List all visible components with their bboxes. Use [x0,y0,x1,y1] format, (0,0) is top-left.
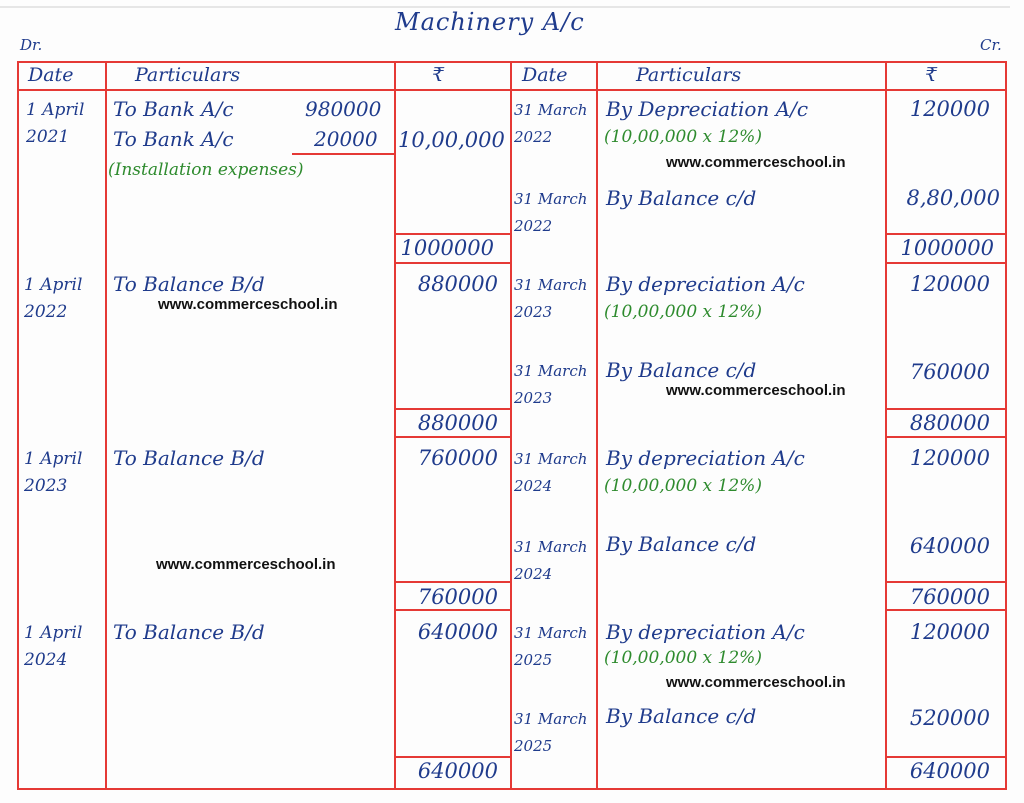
debit-total-rule-top-2021 [394,233,512,235]
col-line-particulars-debit [394,61,396,790]
credit-dep-amount-2023: 120000 [909,272,990,296]
credit-total-2024: 760000 [909,585,990,609]
credit-total-2025: 640000 [909,759,990,783]
debit-label: Dr. [20,36,43,54]
credit-balance-2023: By Balance c/d [606,358,757,382]
credit-bal-amount-2024: 640000 [909,534,990,558]
credit-total-2022: 1000000 [900,236,994,260]
credit-dep-note-2022: (10,00,000 x 12%) [604,127,762,147]
col-line-particulars-credit [885,61,887,790]
credit-balance-2022: By Balance c/d [606,186,757,210]
header-particulars-debit: Particulars [135,64,241,86]
credit-bal-date-2022: 31 March 2022 [514,190,588,235]
watermark-2: www.commerceschool.in [158,296,338,313]
watermark-1: www.commerceschool.in [666,154,846,171]
credit-balance-2025: By Balance c/d [606,704,757,728]
header-amount-debit: ₹ [432,64,445,86]
debit-entry-bank-1-amount: 980000 [305,97,382,121]
debit-entry-balance-2022: To Balance B/d [113,272,265,296]
credit-bal-amount-2022: 8,80,000 [906,186,1000,210]
watermark-4: www.commerceschool.in [156,556,336,573]
credit-total-rule-top-2024 [885,581,1007,583]
header-particulars-credit: Particulars [636,64,742,86]
credit-bal-date-2024: 31 March 2024 [514,538,588,583]
credit-total-rule-bottom-2024 [885,609,1007,611]
watermark-3: www.commerceschool.in [666,382,846,399]
credit-total-rule-bottom-2023 [885,436,1007,438]
debit-total-2023: 760000 [417,585,498,609]
debit-date-2021: 1 April 2021 [26,100,85,147]
credit-depreciation-2023: By depreciation A/c [606,272,805,296]
credit-dep-note-2023: (10,00,000 x 12%) [604,302,762,322]
debit-entry-bank-2: To Bank A/c [113,127,234,151]
debit-date-2022: 1 April 2022 [24,275,83,322]
header-amount-credit: ₹ [925,64,938,86]
debit-date-2024: 1 April 2024 [24,623,83,670]
debit-entry-bank-1: To Bank A/c [113,97,234,121]
credit-dep-amount-2024: 120000 [909,446,990,470]
credit-dep-amount-2022: 120000 [909,97,990,121]
credit-balance-2024: By Balance c/d [606,532,757,556]
col-line-date-credit [596,61,598,790]
credit-dep-date-2022: 31 March 2022 [514,101,588,146]
credit-bal-date-2025: 31 March 2025 [514,710,588,755]
debit-total-2021: 1000000 [400,236,494,260]
credit-bal-date-2023: 31 March 2023 [514,362,588,407]
debit-entry-balance-2024: To Balance B/d [113,620,265,644]
credit-total-rule-bottom-2022 [885,262,1007,264]
debit-total-rule-top-2022 [394,408,512,410]
page-title: Machinery A/c [395,8,585,36]
debit-total-rule-top-2024 [394,756,512,758]
debit-installation-note: (Installation expenses) [108,160,304,180]
debit-amount-2023: 760000 [417,446,498,470]
credit-depreciation-2024: By depreciation A/c [606,446,805,470]
credit-bal-amount-2025: 520000 [909,706,990,730]
debit-date-2023: 1 April 2023 [24,449,83,496]
credit-depreciation-2022: By Depreciation A/c [606,97,809,121]
credit-label: Cr. [980,36,1002,54]
col-line-date-debit [105,61,107,790]
debit-total-2024: 640000 [417,759,498,783]
debit-amount-2024: 640000 [417,620,498,644]
credit-dep-date-2024: 31 March 2024 [514,450,588,495]
credit-dep-amount-2025: 120000 [909,620,990,644]
header-date-debit: Date [28,64,74,86]
debit-entry-balance-2023: To Balance B/d [113,446,265,470]
credit-dep-date-2023: 31 March 2023 [514,276,588,321]
credit-total-rule-top-2023 [885,408,1007,410]
credit-dep-date-2025: 31 March 2025 [514,624,588,669]
debit-entry-bank-2-amount: 20000 [314,127,378,151]
debit-total-rule-bottom-2021 [394,262,512,264]
debit-amount-2021: 10,00,000 [398,128,505,152]
debit-total-rule-bottom-2022 [394,436,512,438]
credit-depreciation-2025: By depreciation A/c [606,620,805,644]
col-line-amount-debit [510,61,512,790]
credit-total-rule-top-2025 [885,756,1007,758]
debit-total-rule-bottom-2023 [394,609,512,611]
credit-dep-note-2025: (10,00,000 x 12%) [604,648,762,668]
credit-dep-note-2024: (10,00,000 x 12%) [604,476,762,496]
debit-total-rule-top-2023 [394,581,512,583]
header-date-credit: Date [522,64,568,86]
credit-total-2023: 880000 [909,411,990,435]
header-rule [17,89,1007,91]
credit-bal-amount-2023: 760000 [909,360,990,384]
debit-amount-2022: 880000 [417,272,498,296]
debit-total-2022: 880000 [417,411,498,435]
subtotal-underline [292,153,394,155]
credit-total-rule-top-2022 [885,233,1007,235]
watermark-5: www.commerceschool.in [666,674,846,691]
